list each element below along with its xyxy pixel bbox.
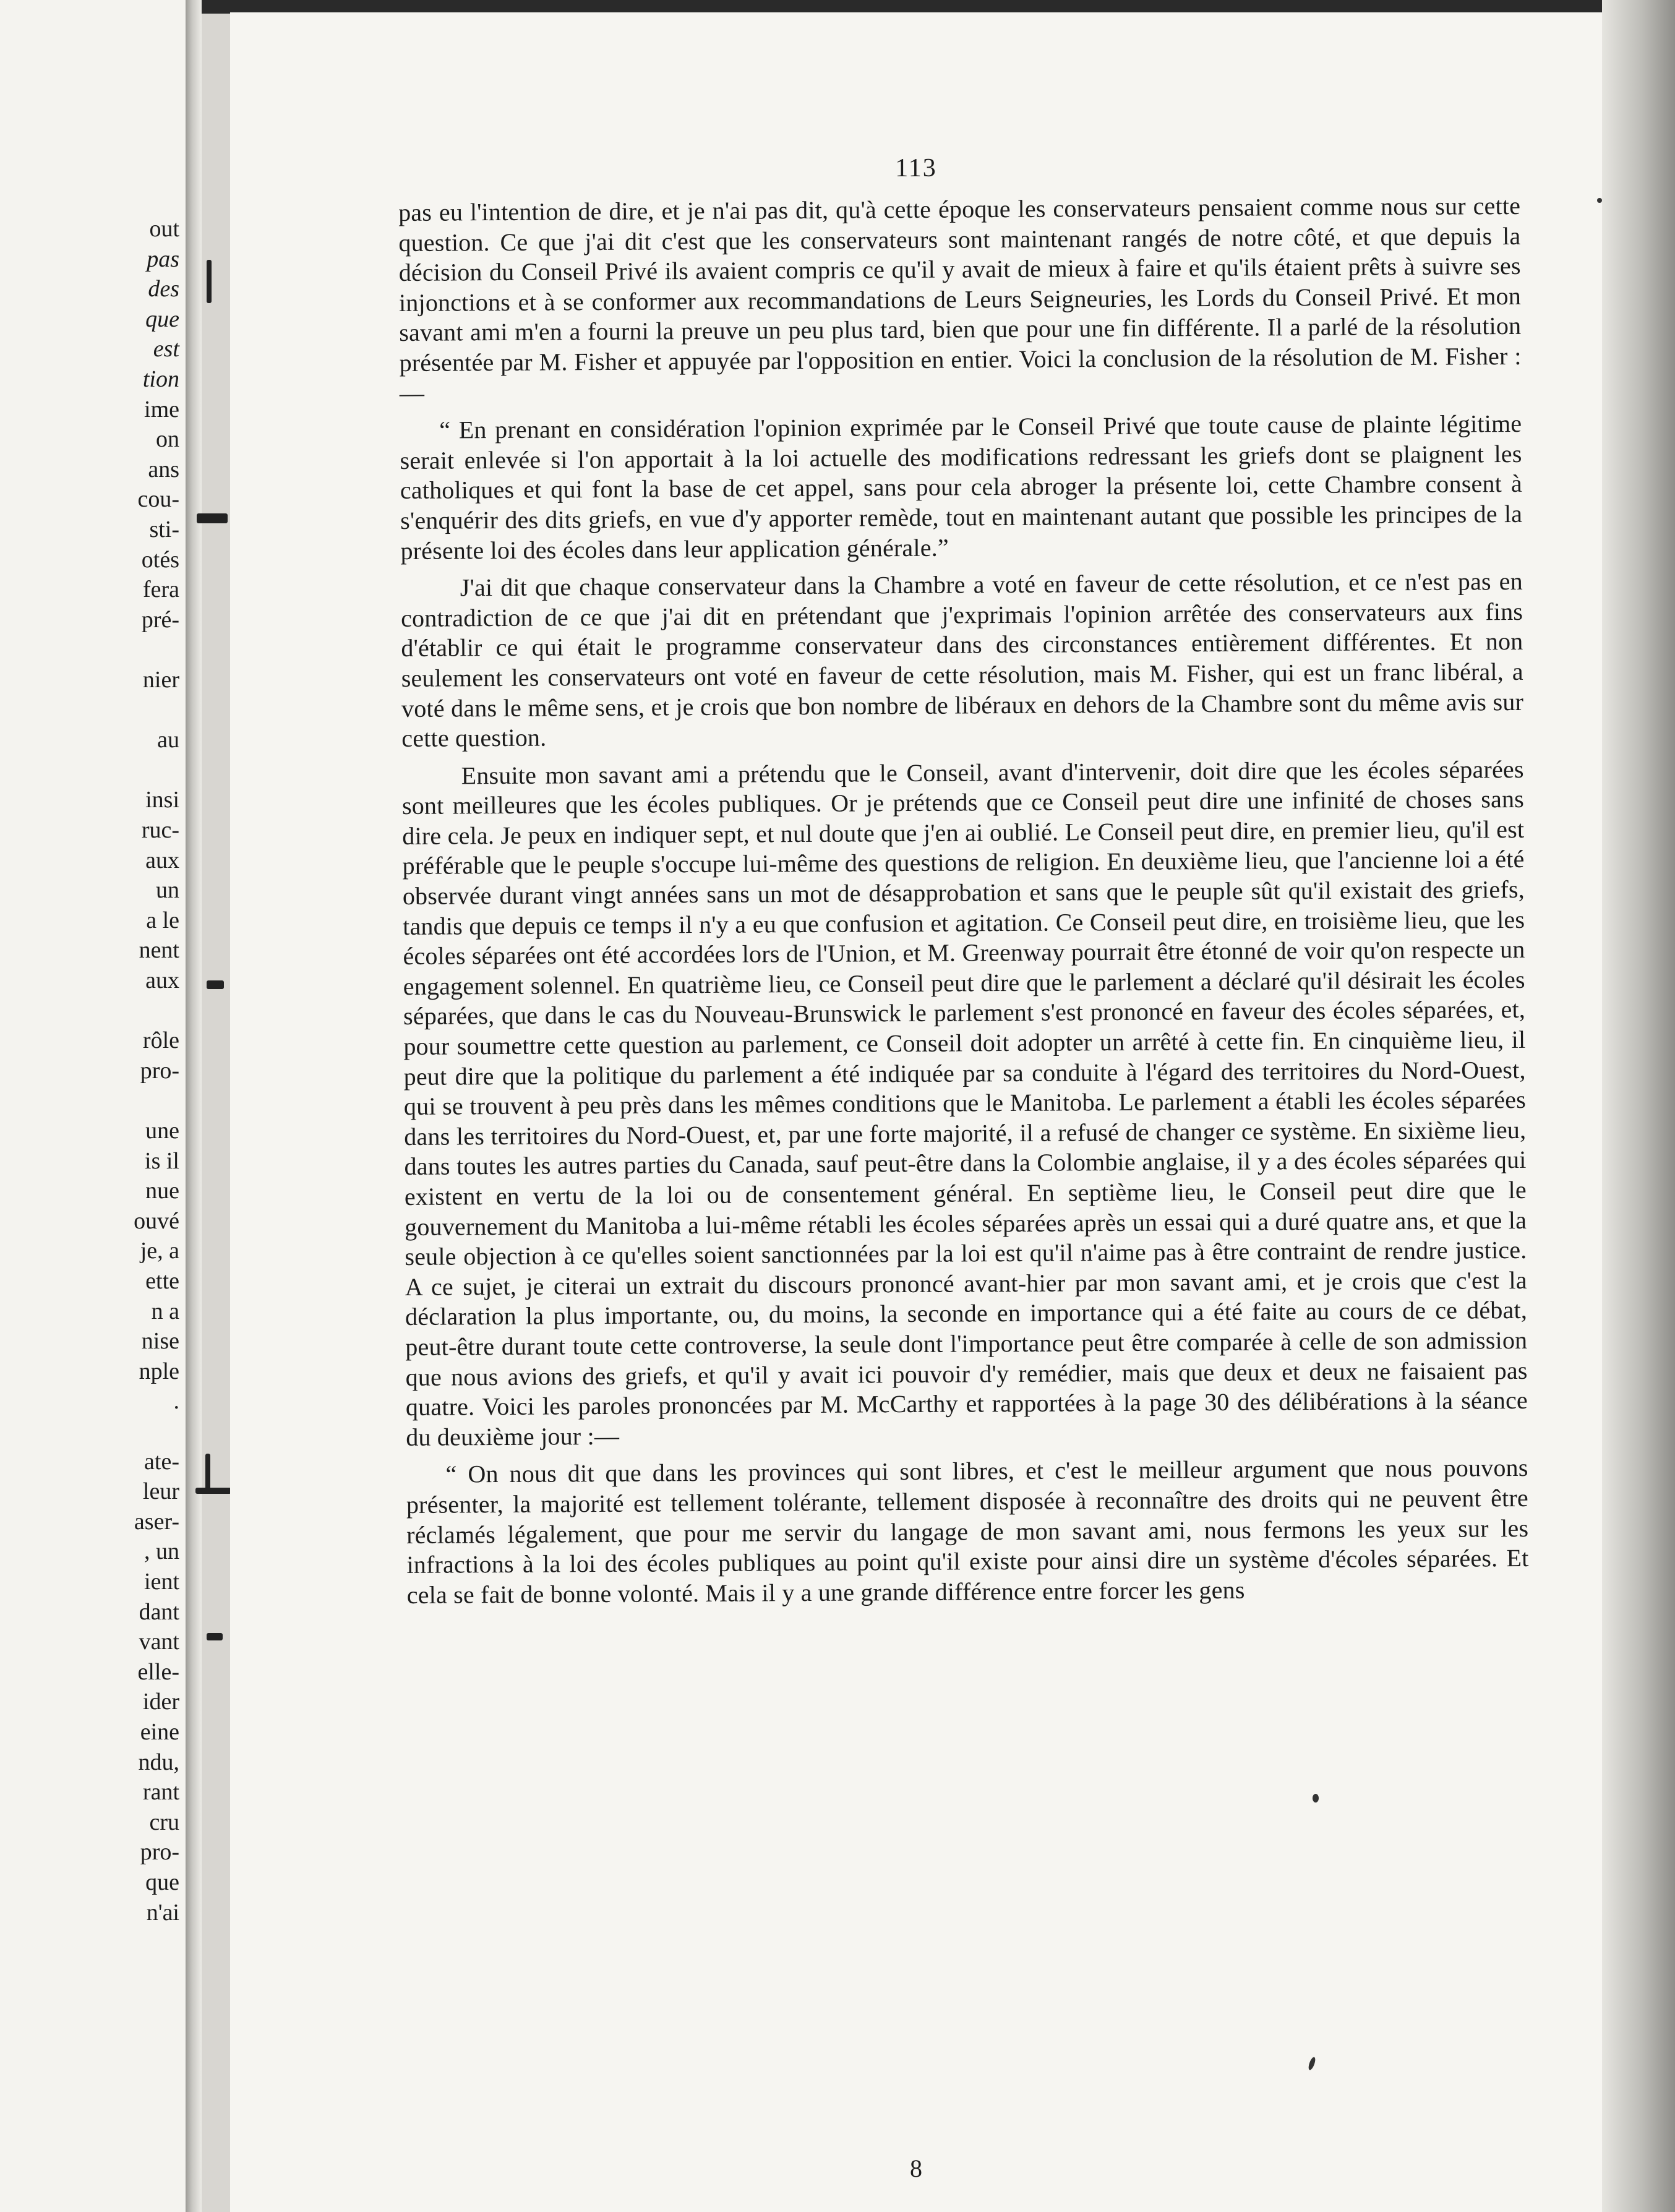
facing-page-fragment: cru xyxy=(149,1809,179,1835)
facing-page-fragment: rant xyxy=(142,1779,179,1806)
facing-page-fragment: aux xyxy=(145,847,179,873)
facing-page-fragment: aux xyxy=(145,967,179,993)
facing-page-fragment: ette xyxy=(145,1268,179,1294)
facing-page-fragment: nise xyxy=(141,1328,179,1355)
gutter-shadow xyxy=(186,0,202,2212)
facing-page-fragment: ient xyxy=(144,1569,179,1595)
facing-page-fragment: ans xyxy=(148,456,179,482)
facing-page-fragment: nple xyxy=(139,1358,179,1384)
facing-page-fragment: pré- xyxy=(141,606,179,633)
facing-page-fragment: on xyxy=(156,426,179,453)
page-number: 113 xyxy=(895,154,937,182)
facing-page-fragment: pas xyxy=(147,246,179,272)
facing-page-fragment: ruc- xyxy=(141,817,179,843)
facing-page-fragment: des xyxy=(148,276,179,302)
top-scan-edge xyxy=(186,0,1675,14)
facing-page-fragment: je, a xyxy=(140,1238,179,1264)
document-page xyxy=(230,12,1602,2212)
facing-page-fragment: au xyxy=(157,727,179,753)
facing-page-fragment: ate- xyxy=(144,1448,179,1475)
facing-page-left xyxy=(0,0,198,2212)
facing-page-fragment: . xyxy=(173,1388,179,1415)
ink-speck xyxy=(1313,1794,1319,1803)
facing-page-fragment: ime xyxy=(144,396,179,422)
facing-page-fragment: une xyxy=(145,1118,179,1144)
paragraph: Ensuite mon savant ami a prétendu que le Conseil, avant d'intervenir, doit dire que les écoles séparées sont meilleures que les écoles publiques. Or je prétends que ce Conseil peut dire une infinité de choses sans dire cela. Je peux en indiquer sept, et nul doute que j'en ai oublié. Le Conseil peut dire, en premier lieu, qu'il est préférable que le peuple s'occupe lui-même des questions de religion. En deuxième lieu, que l'ancienne loi a été observée durant vingt années sans un mot de désapprobation et sans que le peuple sût qu'il existait des griefs, tandis que depuis ce temps il n'y a eu que confusion et agitation. Ce Conseil peut dire, en troisième lieu, que les écoles séparées ont été accordées lors de l'Union, et M. Greenway pourrait être étonné de voir qu'on respecte un engagement solennel. En quatrième lieu, ce Conseil peut dire que le parlement a déclaré qu'il désirait les écoles séparées, que dans le cas du Nouveau-Brunswick le parlement s'est prononcé en faveur des écoles séparées, et, pour soumettre cette question au parlement, ce Conseil doit adopter un arrêté à cette fin. En cinquième lieu, il peut dire que la politique du parlement a été indiquée par sa conduite à l'égard des territoires du Nord-Ouest, qui se trouvent à peu près dans les mêmes conditions que le Manitoba. Le parlement a établi les écoles séparées dans les territoires du Nord-Ouest, et, par une forte majorité, il a refusé de changer ce système. En sixième lieu, dans toutes les autres parties du Canada, sauf peut-être dans la Colombie anglaise, il y a des écoles séparées qui existent en vertu de la loi ou de consentement général. En septième lieu, le Conseil peut dire que le gouvernement du Manitoba a lui-même rétabli les écoles séparées après un essai qui a duré quatre ans, et que la seule objection à ce qu'elles soient sanctionnées par la loi est qu'il n'aime pas à être contraint de rendre justice. A ce sujet, je citerai un extrait du discours prononcé avant-hier par mon savant ami, et je crois que c'est la déclaration la plus importante, ou, du moins, la seconde en importance qui a été faite au cours de ce débat, peut-être durant toute cette controverse, la seule dont l'importance peut être comparée à celle de son admission que nous avions des griefs, et qu'il y avait ici pouvoir d'y remédier, mais que deux et deux ne faisaient pas quatre. Voici les paroles prononcées par M. McCarthy et rapportées à la page 30 des délibérations à la séance du deuxième jour :— xyxy=(401,755,1528,1451)
facing-page-fragment: que xyxy=(145,306,179,332)
facing-page-fragment: dant xyxy=(139,1598,179,1625)
body-text xyxy=(398,191,1529,1618)
facing-page-fragment: rôle xyxy=(142,1027,179,1054)
facing-page-fragment: a le xyxy=(146,907,179,933)
facing-page-fragment: is il xyxy=(145,1147,179,1174)
facing-page-fragment: otés xyxy=(141,546,179,573)
page-edge-shadow xyxy=(1602,0,1675,2212)
quoted-paragraph: “ En prenant en considération l'opinion exprimée par le Conseil Privé que toute cause de plainte légitime serait enlevée si l'on apportait à la loi actuelle des modifications redressant les griefs dont se plaignent les catholiques et qui font la base de cet appel, sans pour cela abroger la présente loi, cette Chambre consent à s'enquérir des dits griefs, en vue d'y apporter remède, tout en maintenant autant que possible les principes de la présente loi des écoles dans leur application générale.” xyxy=(400,409,1523,565)
facing-page-fragment: est xyxy=(153,336,179,362)
facing-page-fragment: un xyxy=(156,877,179,904)
facing-page-fragment: insi xyxy=(145,787,179,813)
facing-page-fragment: ider xyxy=(142,1689,179,1715)
facing-page-fragment: vant xyxy=(139,1629,179,1655)
ink-speck xyxy=(1597,198,1602,203)
paragraph: pas eu l'intention de dire, et je n'ai pas dit, qu'à cette époque les conservateurs pensaient comme nous sur cette question. Ce que j'ai dit c'est que les conservateurs sont maintenant rangés de notre côté, et que depuis la décision du Conseil Privé ils avaient compris ce qu'il y avait de mieux à faire et qu'ils étaient prêts à suivre ses injonctions et à se conformer aux recommandations de Leurs Seigneuries, les Lords du Conseil Privé. Et mon savant ami m'en a fourni la preuve un peu plus tard, bien que pour une fin différente. Il a parlé de la résolution présentée par M. Fisher et appuyée par l'opposition en entier. Voici la conclusion de la résolution de M. Fisher :— xyxy=(398,191,1522,407)
facing-page-fragment: ouvé xyxy=(134,1207,179,1234)
facing-page-fragment: nier xyxy=(142,667,179,693)
facing-page-fragment: leur xyxy=(142,1478,179,1505)
facing-page-fragment: eine xyxy=(140,1719,179,1745)
facing-page-fragment: , un xyxy=(144,1538,179,1565)
facing-page-fragment: fera xyxy=(142,577,179,603)
facing-page-fragment: tion xyxy=(142,366,179,392)
facing-page-fragment: cou- xyxy=(137,486,179,513)
facing-page-fragment: ndu, xyxy=(138,1749,179,1775)
facing-page-fragment: elle- xyxy=(137,1658,179,1685)
facing-page-fragment: nue xyxy=(145,1178,179,1204)
facing-page-fragment: n a xyxy=(151,1298,179,1324)
ink-speck xyxy=(1307,2056,1316,2070)
facing-page-fragment: sti- xyxy=(149,517,179,542)
facing-page-fragment: nent xyxy=(139,937,179,964)
facing-page-fragment: pro- xyxy=(140,1057,179,1084)
signature-mark: 8 xyxy=(910,2154,922,2182)
facing-page-fragment: out xyxy=(149,216,179,242)
facing-page-fragment: que xyxy=(145,1869,179,1895)
facing-page-fragment: pro- xyxy=(140,1839,179,1866)
paragraph: J'ai dit que chaque conservateur dans la Chambre a voté en faveur de cette résolution, et ce n'est pas en contradiction de ce que j'ai dit en prétendant que j'exprimais l'opinion arrêtée des conservateurs aux fins d'établir ce qui était le programme conservateur dans des circonstances entièrement différentes. Et non seulement les conservateurs ont voté en faveur de cette résolution, mais M. Fisher, qui est un franc libéral, a voté dans le même sens, et je crois que bon nombre de libéraux en dehors de la Chambre sont du même avis sur cette question. xyxy=(401,567,1524,753)
quoted-paragraph: “ On nous dit que dans les provinces qui sont libres, et c'est le meilleur argument que nous pouvons présenter, la majorité est tellement tolérante, tellement disposée à reconnaître des droits qui ne peuvent être réclamés légalement, que pour me servir du langage de mon savant ami, nous fermons les yeux sur les infractions à la loi des écoles publiques au point qu'il existe pour ainsi dire un système d'écoles séparées. Et cela se fait de bonne volonté. Mais il y a une grande différence entre forcer les gens xyxy=(406,1454,1529,1609)
facing-page-fragment: aser- xyxy=(134,1508,179,1535)
binding-stitches xyxy=(202,0,233,2212)
facing-page-fragment: n'ai xyxy=(146,1899,179,1926)
